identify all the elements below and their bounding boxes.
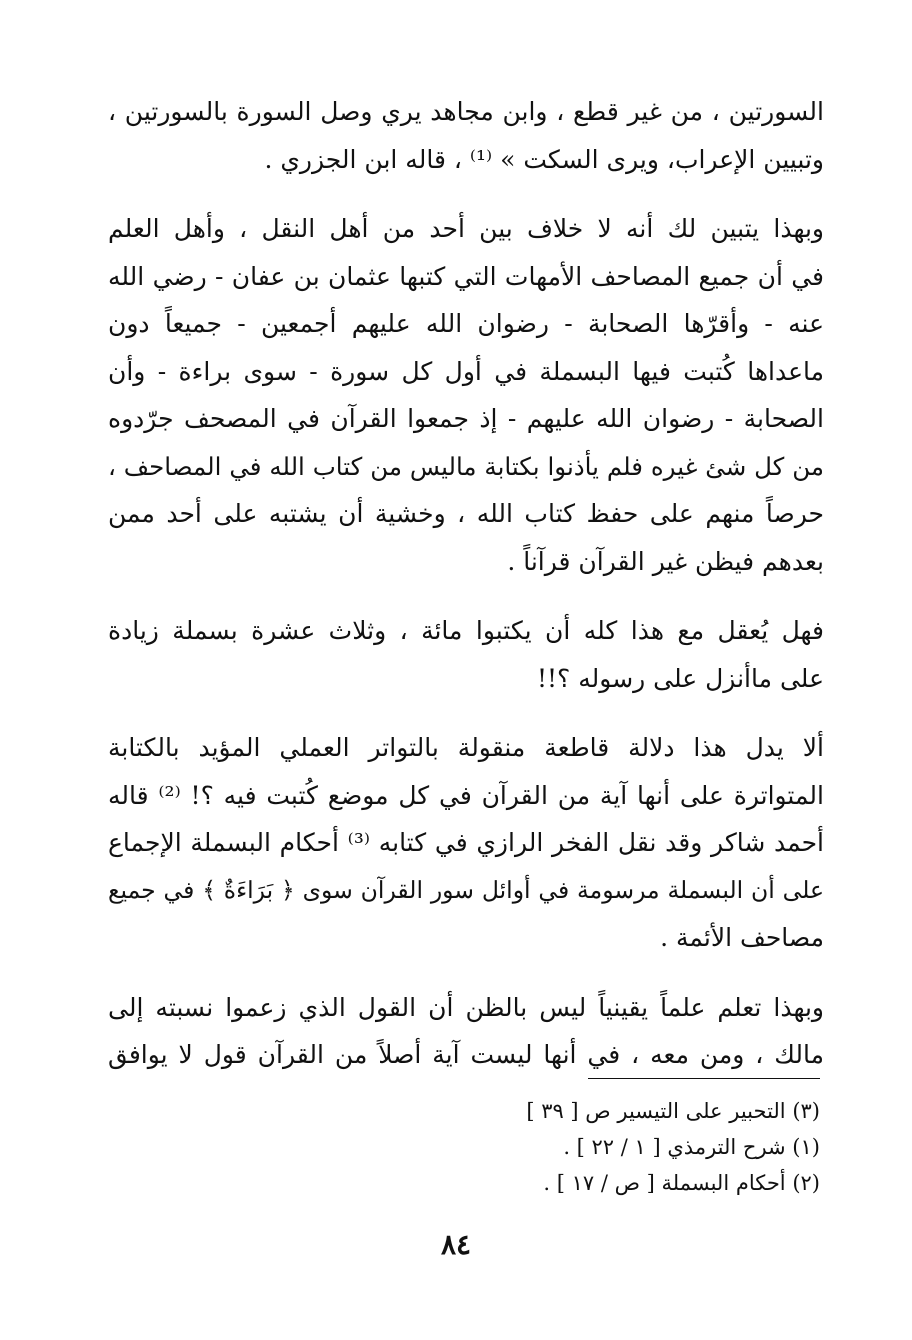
- text-line: المتواترة على أنها آية من القرآن في كل موضع كُتبت فيه ؟! ⁽²⁾ قاله: [108, 780, 824, 810]
- text-line: على أن البسملة مرسومة في أوائل سور القرآن سوى ﴿ بَرَاءَةٌ ﴾ في جميع: [108, 875, 824, 904]
- text-line: ماعداها كُتبت فيها البسملة في أول كل سورة - سوى براءة - وأن: [108, 356, 824, 386]
- text-line: مصاحف الأئمة .: [660, 923, 824, 952]
- text-line: وتبيين الإعراب، ويرى السكت » ⁽¹⁾ ، قاله ابن الجزري .: [264, 144, 824, 174]
- text-line: على ماأنزل على رسوله ؟!!: [536, 663, 824, 693]
- text-line: في أن جميع المصاحف الأمهات التي كتبها عثمان بن عفان - رضي الله: [108, 261, 824, 291]
- text-line: بعدهم فيظن غير القرآن قرآناً .: [507, 546, 824, 576]
- text-line: وبهذا يتبين لك أنه لا خلاف بين أحد من أهل النقل ، وأهل العلم: [108, 214, 824, 243]
- text-line: أحمد شاكر وقد نقل الفخر الرازي في كتابه ⁽³⁾ أحكام البسملة الإجماع: [108, 828, 824, 857]
- text-line: من كل شئ غيره فلم يأذنوا بكتابة ماليس من كتاب الله في المصاحف ،: [108, 451, 824, 481]
- page-body: [108, 88, 824, 1101]
- paragraph-2: [108, 205, 824, 585]
- footnote: (١) شرح الترمذي [ ١ / ٢٢ ] .: [563, 1135, 820, 1159]
- text-line: السورتين ، من غير قطع ، وابن مجاهد يري وصل السورة بالسورتين ،: [108, 97, 824, 126]
- paragraph-4: [108, 724, 824, 962]
- text-line: فهل يُعقل مع هذا كله أن يكتبوا مائة ، وثلاث عشرة بسملة زيادة: [108, 616, 824, 645]
- footnote-divider: [588, 1078, 820, 1079]
- text-line: حرصاً منهم على حفظ كتاب الله ، وخشية أن يشتبه على أحد ممن: [108, 499, 824, 528]
- footnote: (٢) أحكام البسملة [ ص / ١٧ ] .: [543, 1171, 820, 1195]
- text-line: ألا يدل هذا دلالة قاطعة منقولة بالتواتر العملي المؤيد بالكتابة: [108, 733, 824, 762]
- paragraph-3: [108, 607, 824, 702]
- text-line: وبهذا تعلم علماً يقينياً ليس بالظن أن القول الذي زعموا نسبته إلى: [108, 992, 824, 1022]
- paragraph-1: [108, 88, 824, 183]
- footnote: (٣) التحبير على التيسير ص [ ٣٩ ]: [526, 1099, 820, 1123]
- page-number: ٨٤: [440, 1228, 472, 1261]
- text-line: مالك ، ومن معه ، في أنها ليست آية أصلاً من القرآن قول لا يوافق: [108, 1040, 824, 1069]
- text-line: الصحابة - رضوان الله عليهم - إذ جمعوا القرآن في المصحف جرّدوه: [108, 404, 824, 433]
- text-line: عنه - وأقرّها الصحابة - رضوان الله عليهم أجمعين - جميعاً دون: [108, 309, 824, 338]
- paragraph-5: [108, 984, 824, 1079]
- footnotes: [460, 1078, 820, 1201]
